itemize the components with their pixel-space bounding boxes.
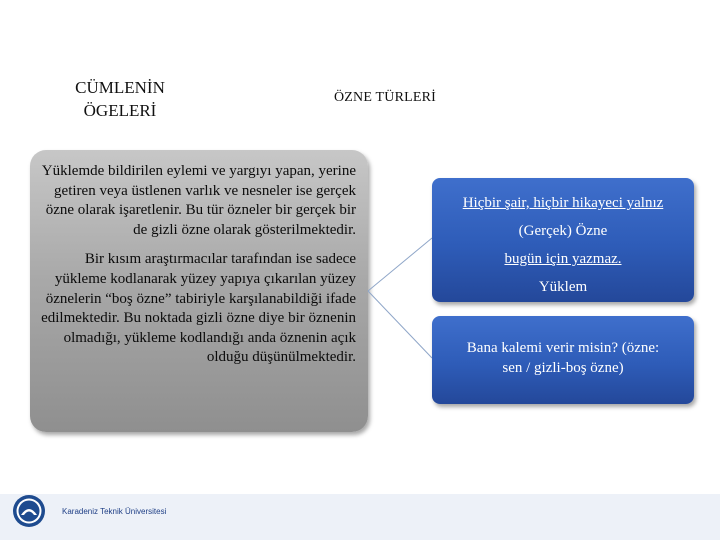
slide-title-cumlenin-ogeleri [40,76,200,122]
example-box-hidden-subject [432,316,694,404]
subject-label: (Gerçek) Özne [518,223,608,239]
example-box-real-subject [432,178,694,302]
definition-box [30,150,368,432]
connector-to-top-example [368,238,432,291]
title-line-1: CÜMLENİN [75,78,165,97]
title-line-2: ÖGELERİ [83,101,157,120]
connector-to-bottom-example [368,291,432,358]
predicate-label: Yüklem [538,279,588,295]
definition-paragraph-2: Bir kısım araştırmacılar tarafından ise sadece yükleme kodlanarak yüzey yapıya çıkarılan yüzey öznelerin “boş özne” tabiriyle karşılanabildiği ifade edilmektedir. Bu noktada gizli özne diye bir öznenin olmadığı, yükleme kodlandığı anda öznenin açık olduğu düşünülmektedir. [41,251,356,366]
institution-name: Karadeniz Teknik Üniversitesi [62,507,167,516]
footer-band [0,494,720,540]
example-question-line-1: Bana kalemi verir misin? (özne: [466,340,660,356]
example-sentence-part-2: bugün için yazmaz. [504,251,622,267]
example-question-line-2: sen / gizli-boş özne) [502,360,624,376]
slide-subtitle-ozne-turleri: ÖZNE TÜRLERİ [333,90,437,105]
example-sentence-part-1: Hiçbir şair, hiçbir hikayeci yalnız [462,195,664,211]
university-logo-icon [12,494,46,528]
definition-paragraph-1: Yüklemde bildirilen eylemi ve yargıyı yapan, yerine getiren veya üstlenen varlık ve nesneler ise gerçek özne olarak işaretlenir. Bu tür özneler bir gerçek bir de gizli özne olarak gösterilmektedir. [41,163,356,238]
